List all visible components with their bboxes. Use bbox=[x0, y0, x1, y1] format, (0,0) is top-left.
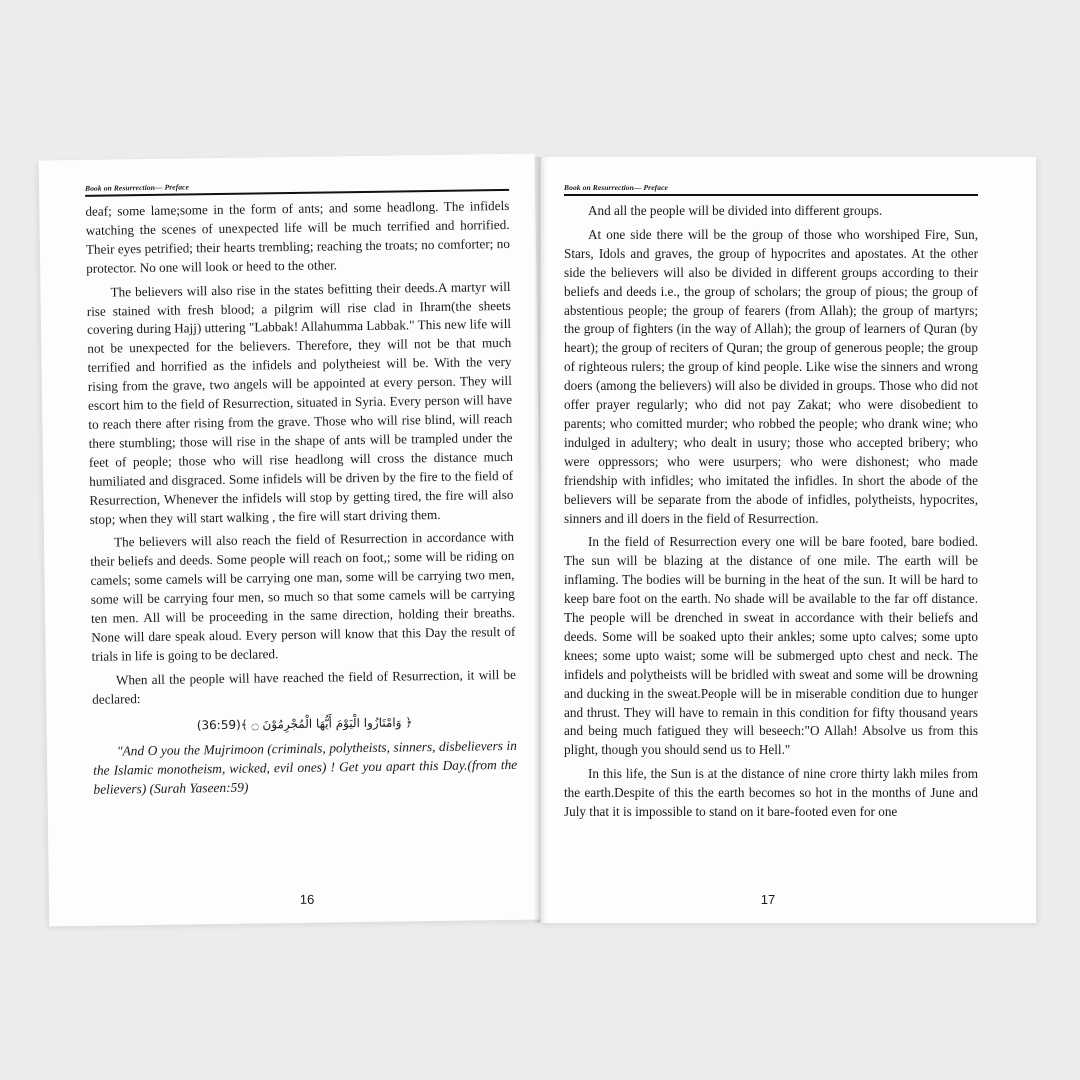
paragraph: deaf; some lame;some in the form of ants; and some headlong. The infidels watching the scenes of unexpected life will be much terrified and horrified. Their eyes petrified; their hearts trembling; reaching the troats; no comforter; no protector. No one will look or heed to the other. bbox=[85, 197, 510, 276]
arabic-verse: ﴿ وَامْتَازُوا الْيَوْمَ أَيُّهَا الْمُجْرِمُوْنَ ۝ ﴾(36:59) bbox=[196, 714, 413, 732]
book-spine bbox=[533, 157, 547, 923]
paragraph: In this life, the Sun is at the distance of nine crore thirty lakh miles from the earth.Despite of this the earth becomes so hot in the months of June and July that it is impossible to stand on it bare-footed even for one bbox=[564, 766, 978, 820]
page-number: 17 bbox=[760, 892, 776, 907]
paragraph: The believers will also rise in the states befitting their deeds.A martyr will rise stained with fresh blood; a pilgrim will rise clad in Ihram(the sheets covering during Hajj) uttering "Labbak! Allahumma Labbak." This new life will not be unexpected for the believers. Therefore, they will not be that much terrified and horrified as the infidels and polytheiest will be. With the very rising from the grave, two angels will be appointed at every person. They will escort him to the field of Resurrection, situated in Syria. Every person will have to reach there after rising from the grave. Those who will rise blind, will reach there stumbling; those will rise in the shape of ants will be trampled under the feet of people; those who will rise headlong will cross the distance much humiliated and disgraced. Some infidels will be driven by the fire to the field of Resurrection, Whenever the infidels will stop by getting tired, the fire will also stop; when they will start walking , the fire will start driving them. bbox=[86, 278, 514, 527]
left-page bbox=[39, 154, 546, 927]
paragraph: And all the people will be divided into different groups. bbox=[588, 203, 883, 218]
running-head: Book on Resurrection— Preface bbox=[85, 178, 509, 197]
paragraph: The believers will also reach the field of Resurrection in accordance with their beliefs and deeds. Some people will reach on foot,; some will be riding on camels; some camels will be carrying one man, some will be carrying two men, some will be carrying four men, so much so that some camels will be carrying ten men. All will be proceeding in the same direction, holding their breaths. None will dare speak aloud. Every person will know that this Day the result of trials in life is going to be declared. bbox=[90, 529, 516, 664]
verse-translation: "And O you the Mujrimoon (criminals, polytheists, sinners, disbelievers in the Islamic monotheism, wicked, evil ones) ! Get you apart this Day.(from the believers) (Surah Yaseen:59) bbox=[93, 737, 518, 797]
page-number: 16 bbox=[299, 891, 315, 907]
paragraph: At one side there will be the group of those who worshiped Fire, Sun, Stars, Idols and graves, the group of hypocrites and apostates. At the other side the believers will also be divided in different groups according to their beliefs and deeds i.e., the group of scholars; the group of pious; the group of abstentious people; the group of fearers (from Allah); the group of martyrs; the group of fighters (in the way of Allah); the group of learners of Quran (by heart); the group of reciters of Quran; the group of generous people; the group of righteous rulers; the group of kind people. Like wise the sinners and wrong doers (among the believers) will also be divided in groups. Those who did not offer prayer regularly; who did not pay Zakat; who were disobedient to parents; who comitted murder; who robbed the people; who drank wine; who indulged in adultery; who dealt in usury; those who accepted bribery; who were oppressors; who were usurpers; who were dishonest; who made friendship with infidles; who imitated the infidles. In short the abode of the believers will be separate from the abode of infidles, polytheists, hypocrites, sinners and ill doers in the field of Resurrection. bbox=[564, 226, 978, 526]
right-page bbox=[540, 157, 1036, 923]
running-head: Book on Resurrection— Preface bbox=[564, 183, 978, 196]
paragraph: In the field of Resurrection every one will be bare footed, bare bodied. The sun will be blazing at the distance of one mile. The earth will be inflaming. The bodies will be burning in the heat of the sun. It will be hard to keep bare foot on the earth. No shade will be available to the far off distance. The people will be drenched in sweat in accordance with their beliefs and deeds. Some will be soaked upto their ankles; some upto calves; some upto knees; some upto waist; some will be submerged upto chest and neck. The infidels and polytheists will be bridled with sweat and some will be drowning and ducking in the sweat.People will be in miserable condition due to hunger and thrust. They will have to remain in this condition for fifty thousand years and being much fatigued they will beseech:"O Allah! Absolve us from this plight, though you should send us to Hell." bbox=[564, 534, 978, 758]
paragraph: When all the people will have reached the field of Resurrection, it will be declared: bbox=[92, 666, 516, 707]
